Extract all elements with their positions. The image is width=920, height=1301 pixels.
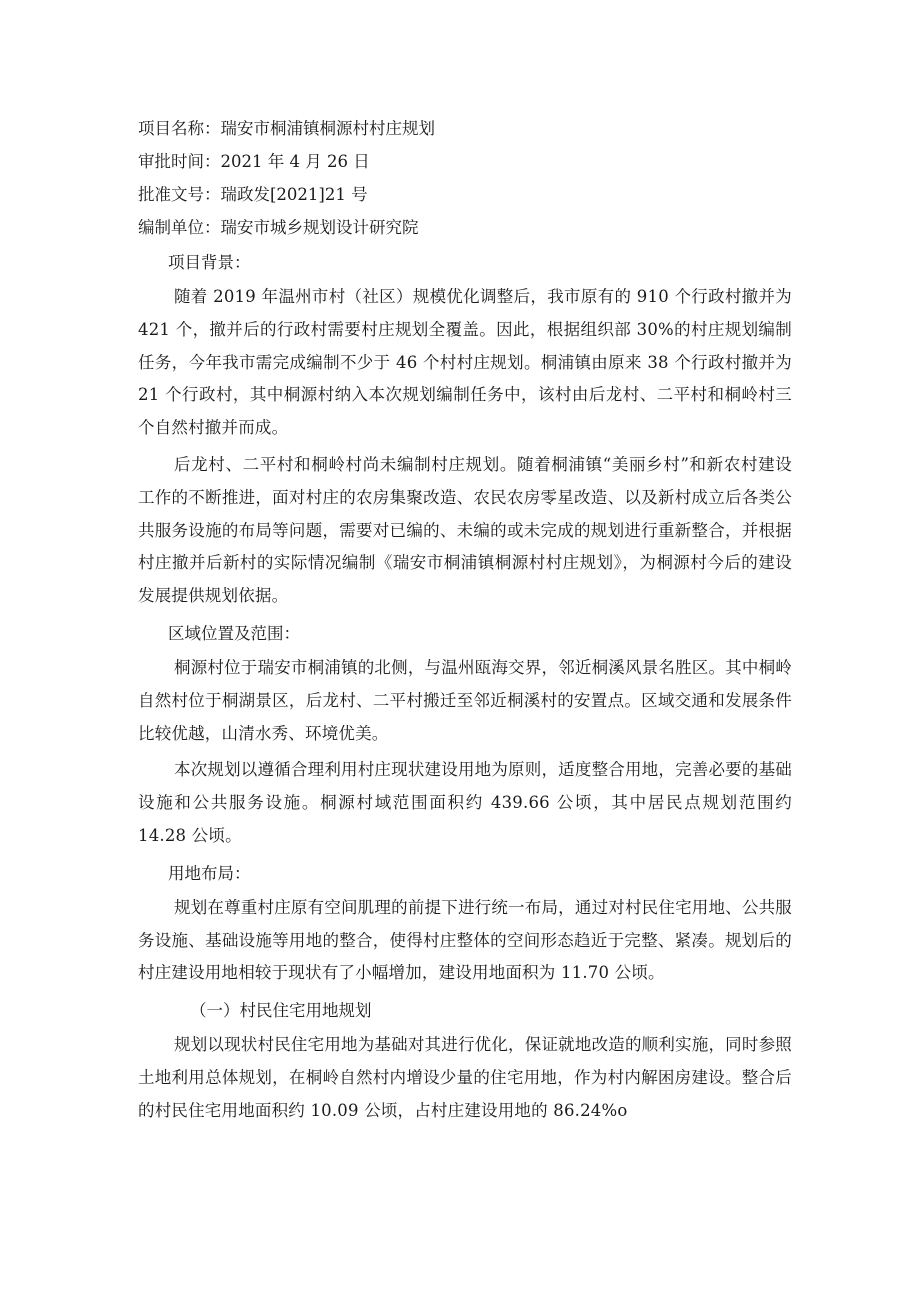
background-paragraph-1: 随着 2019 年温州市村（社区）规模优化调整后，我市原有的 910 个行政村撤并为 421 个，撤并后的行政村需要村庄规划全覆盖。因此，根据组织部 30%的村庄规划编制任务，今年我市需完成编制不少于 46 个村村庄规划。桐浦镇由原来 38 个行政村撤并为 21 个行政村，其中桐源村纳入本次规划编制任务中，该村由后龙村、二平村和桐岭村三个自然村撤并而成。 xyxy=(138,287,792,438)
background-heading: 项目背景： xyxy=(168,253,251,272)
location-paragraph-2: 本次规划以遵循合理利用村庄现状建设用地为原则，适度整合用地，完善必要的基础设施和公共服务设施。桐源村域范围面积约 439.66 公顷，其中居民点规划范围约 14.28 公顷。 xyxy=(138,760,792,845)
document-page xyxy=(138,112,792,1132)
residential-heading: （一）村民住宅用地规划 xyxy=(190,1001,372,1021)
approval-document-number: 批准文号：瑞政发[2021]21 号 xyxy=(138,185,368,204)
location-paragraph-1: 桐源村位于瑞安市桐浦镇的北侧，与温州瓯海交界，邻近桐溪风景名胜区。其中桐岭自然村位于桐湖景区，后龙村、二平村搬迁至邻近桐溪村的安置点。区域交通和发展条件比较优越，山清水秀、环境优美。 xyxy=(138,657,792,743)
residential-paragraph-1: 规划以现状村民住宅用地为基础对其进行优化，保证就地改造的顺利实施，同时参照土地利用总体规划，在桐岭自然村内增设少量的住宅用地，作为村内解困房建设。整合后的村民住宅用地面积约 10.09 公顷，占村庄建设用地的 86.24%o xyxy=(138,1035,792,1120)
project-name: 项目名称：瑞安市桐浦镇桐源村村庄规划 xyxy=(138,119,435,138)
background-paragraph-2: 后龙村、二平村和桐岭村尚未编制村庄规划。随着桐浦镇“美丽乡村”和新农村建设工作的不断推进，面对村庄的农房集聚改造、农民农房零星改造、以及新村成立后各类公共服务设施的布局等问题，需要对已编的、未编的或未完成的规划进行重新整合，并根据村庄撤并后新村的实际情况编制《瑞安市桐浦镇桐源村村庄规划》，为桐源村今后的建设发展提供规划依据。 xyxy=(138,454,792,606)
landuse-paragraph-1: 规划在尊重村庄原有空间肌理的前提下进行统一布局，通过对村民住宅用地、公共服务设施、基础设施等用地的整合，使得村庄整体的空间形态趋近于完整、紧凑。规划后的村庄建设用地相较于现状有了小幅增加，建设用地面积为 11.70 公顷。 xyxy=(138,897,792,983)
location-heading: 区域位置及范围： xyxy=(168,623,300,643)
approval-time: 审批时间：2021 年 4 月 26 日 xyxy=(138,152,370,171)
compiling-unit: 编制单位：瑞安市城乡规划设计研究院 xyxy=(138,218,419,237)
landuse-heading: 用地布局： xyxy=(168,863,251,883)
